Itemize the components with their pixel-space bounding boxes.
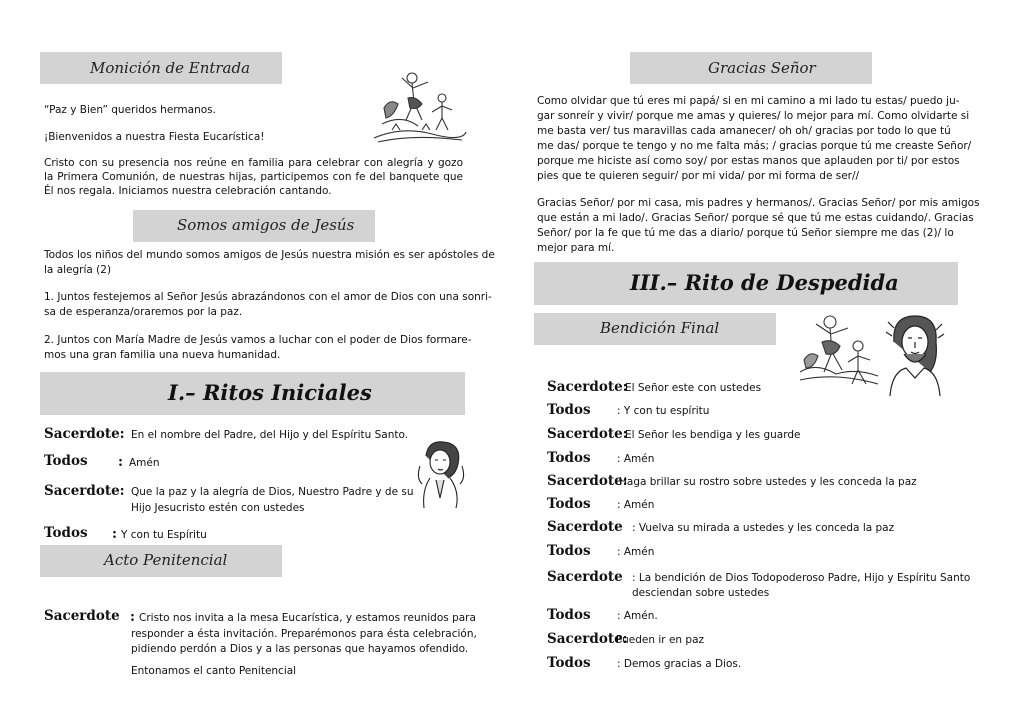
bendicion-who: Todos bbox=[547, 402, 591, 418]
ritos-header bbox=[40, 372, 465, 415]
bendicion-who: Todos bbox=[547, 496, 591, 512]
gracias-line: pies que te quieren seguir/ por mi vida/ por mi forma de ser// bbox=[537, 170, 860, 182]
ritos-title: I.– Ritos Iniciales bbox=[168, 380, 372, 405]
bendicion-text: : Amén. bbox=[617, 610, 658, 622]
rito-who: Sacerdote: bbox=[44, 483, 125, 499]
rito-who: Todos bbox=[44, 453, 88, 469]
bendicion-text: : Amén bbox=[617, 499, 655, 511]
bendicion-text: : Demos gracias a Dios. bbox=[617, 658, 742, 670]
bendicion-who: Todos bbox=[547, 607, 591, 623]
rito-colon: : bbox=[118, 454, 123, 470]
bendicion-who: Todos bbox=[547, 450, 591, 466]
gracias-line: Señor/ por la fe que tú me das a diario/ porque tú Señor siempre me das (2)/ lo bbox=[537, 227, 954, 239]
somos-title: Somos amigos de Jesús bbox=[177, 216, 355, 234]
despedida-header bbox=[534, 262, 958, 305]
bendicion-title: Bendición Final bbox=[600, 319, 720, 337]
rito-text: Que la paz y la alegría de Dios, Nuestro Padre y de su bbox=[131, 486, 414, 498]
song-line: mos una gran familia una nueva humanidad. bbox=[44, 349, 281, 361]
welcome: ¡Bienvenidos a nuestra Fiesta Eucarística! bbox=[44, 131, 265, 143]
song-line: 2. Juntos con María Madre de Jesús vamos a luchar con el poder de Dios formare- bbox=[44, 334, 472, 346]
rito-text: Y con tu Espíritu bbox=[121, 529, 207, 541]
gracias-line: me das/ porque te tengo y no me falta más; / gracias porque tú me creaste Señor/ bbox=[537, 140, 972, 152]
rito-who: Todos bbox=[44, 525, 88, 541]
song-line: sa de esperanza/oraremos por la paz. bbox=[44, 306, 243, 318]
dancing-children-icon bbox=[372, 68, 468, 146]
bendicion-who: Sacerdote: bbox=[547, 631, 628, 647]
rito-who: Sacerdote: bbox=[44, 426, 125, 442]
gracias-line: Como olvidar que tú eres mi papá/ si en mi camino a mi lado tu estas/ puedo ju- bbox=[537, 95, 960, 107]
gracias-line: porque me hiciste así como soy/ por estas manos que aplauden por ti/ por estos bbox=[537, 155, 960, 167]
bendicion-text: : Y con tu espíritu bbox=[617, 405, 710, 417]
rito-text: En el nombre del Padre, del Hijo y del Espíritu Santo. bbox=[131, 429, 409, 441]
acto-line: pidiendo perdón a Dios y a las personas que hayamos ofendido. bbox=[131, 643, 469, 655]
gracias-line: mejor para mí. bbox=[537, 242, 615, 254]
greeting: “Paz y Bien” queridos hermanos. bbox=[44, 104, 216, 116]
praying-child-icon bbox=[412, 438, 468, 510]
somos-header bbox=[133, 210, 375, 242]
acto-title: Acto Penitencial bbox=[104, 551, 228, 569]
rito-text-continued: Hijo Jesucristo estén con ustedes bbox=[131, 502, 305, 514]
bendicion-who: Todos bbox=[547, 655, 591, 671]
acto-header bbox=[40, 545, 282, 577]
despedida-title: III.– Rito de Despedida bbox=[630, 270, 899, 295]
celebration-children-icon bbox=[796, 312, 880, 394]
bendicion-text: Pueden ir en paz bbox=[616, 634, 705, 646]
rito-text: Amén bbox=[129, 457, 160, 469]
acto-line: responder a ésta invitación. Preparémonos para ésta celebración, bbox=[131, 628, 477, 640]
bendicion-header bbox=[534, 313, 776, 345]
acto-line: Cristo nos invita a la mesa Eucarística, y estamos reunidos para bbox=[139, 612, 476, 624]
bendicion-text: : La bendición de Dios Todopoderoso Padre, Hijo y Espíritu Santo bbox=[632, 572, 971, 584]
song-line: 1. Juntos festejemos al Señor Jesús abrazándonos con el amor de Dios con una sonri- bbox=[44, 291, 492, 303]
song-line: Todos los niños del mundo somos amigos de Jesús nuestra misión es ser apóstoles de bbox=[44, 249, 495, 261]
gracias-line: Gracias Señor/ por mi casa, mis padres y hermanos/. Gracias Señor/ por mis amigos bbox=[537, 197, 980, 209]
bendicion-text: : Amén bbox=[617, 546, 655, 558]
acto-end: Entonamos el canto Penitencial bbox=[131, 665, 297, 677]
intro-paragraph: Cristo con su presencia nos reúne en familia para celebrar con alegría y gozo la Primera Comunión, de nuestras hijas, participemos con fe del banquete que Él nos regala. Iniciamos nuestra celebración cantando. bbox=[44, 157, 463, 197]
bendicion-text: Haga brillar su rostro sobre ustedes y les conceda la paz bbox=[619, 476, 917, 488]
monicion-header bbox=[40, 52, 282, 84]
monicion-title: Monición de Entrada bbox=[90, 59, 251, 77]
gracias-line: me basta ver/ tus maravillas cada amanecer/ oh oh/ gracias por todo lo que tú bbox=[537, 125, 951, 137]
gracias-title: Gracias Señor bbox=[708, 59, 816, 77]
bendicion-who: Sacerdote bbox=[547, 519, 623, 535]
bendicion-text: : Amén bbox=[617, 453, 655, 465]
bendicion-who: Sacerdote bbox=[547, 569, 623, 585]
rito-colon: : bbox=[112, 526, 117, 542]
acto-colon: : bbox=[130, 609, 135, 625]
bendicion-text: : Vuelva su mirada a ustedes y les conceda la paz bbox=[632, 522, 895, 534]
bendicion-who: Sacerdote: bbox=[547, 379, 628, 395]
bendicion-who: Sacerdote: bbox=[547, 426, 628, 442]
jesus-portrait-icon bbox=[884, 312, 946, 398]
bendicion-who: Sacerdote: bbox=[547, 473, 628, 489]
gracias-line: gar sonreír y vivir/ porque me amas y quieres/ lo mejor para mí. Como olvidarte si bbox=[537, 110, 970, 122]
bendicion-text: El Señor les bendiga y les guarde bbox=[625, 429, 801, 441]
bendicion-who: Todos bbox=[547, 543, 591, 559]
bendicion-text: El Señor este con ustedes bbox=[625, 382, 762, 394]
gracias-header bbox=[630, 52, 872, 84]
gracias-line: que están a mi lado/. Gracias Señor/ porque sé que tú me estas cuidando/. Gracias bbox=[537, 212, 974, 224]
acto-who: Sacerdote bbox=[44, 608, 120, 624]
song-line: la alegría (2) bbox=[44, 264, 112, 276]
bendicion-text-continued: desciendan sobre ustedes bbox=[632, 587, 770, 599]
